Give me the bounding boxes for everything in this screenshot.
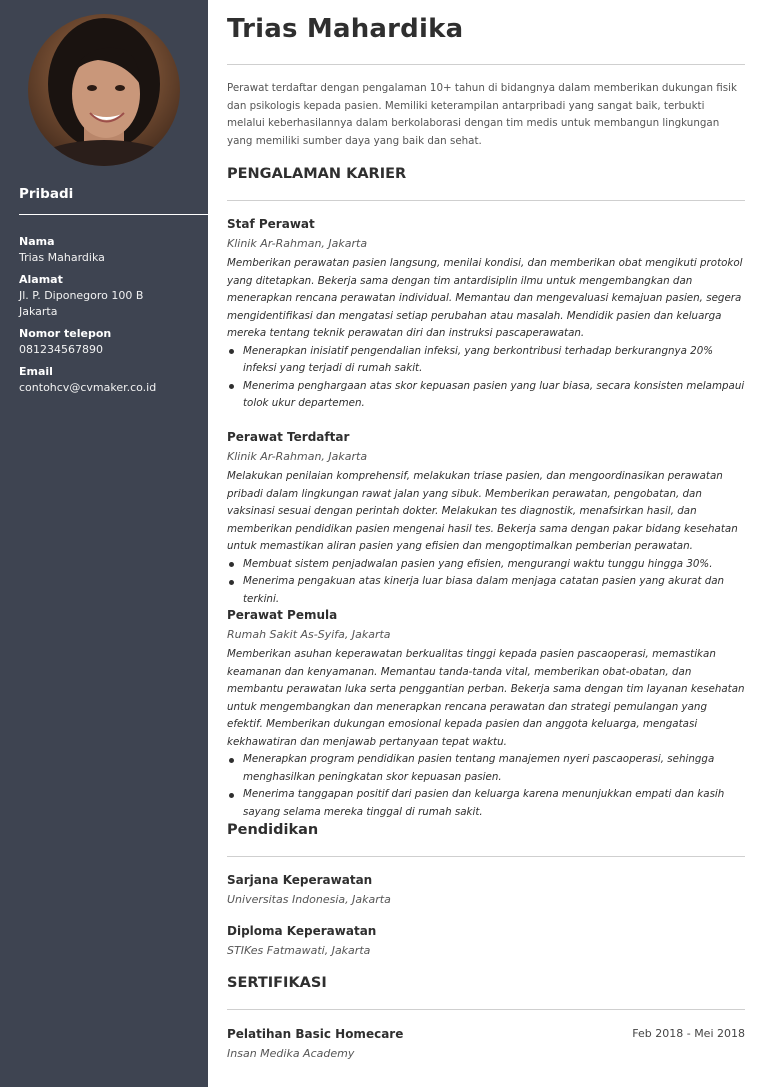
sidebar-divider [19,214,208,215]
experience-divider [227,200,745,201]
address-value: Jl. P. Diponegoro 100 B Jakarta [19,289,144,318]
job-place: Rumah Sakit As-Syifa, Jakarta [227,628,391,641]
certification-divider [227,1009,745,1010]
job-entry [227,428,745,608]
profile-photo [28,14,180,166]
education-entry [227,871,745,909]
degree-title: Sarjana Keperawatan [227,873,373,887]
certification-issuer: Insan Medika Academy [227,1047,355,1060]
job-achievements [227,343,745,413]
job-achievements [227,751,745,821]
degree-title: Diploma Keperawatan [227,924,377,938]
job-description: Memberikan perawatan pasien langsung, menilai kondisi, dan memberikan obat mengikuti protokol yang ditetapkan. Bekerja sama dengan tim antardisiplin ilmu untuk mengembangkan dan menerapkan rencana perawatan individual. Memantau dan mengevaluasi kemajuan pasien, segera mengidentifikasi dan mengatasi setiap perubahan atau masalah. Mendidik pasien dan keluarga mereka tentang teknik perawatan diri dan instruksi pascaperawatan. [227,257,743,339]
job-description: Memberikan asuhan keperawatan berkualitas tinggi kepada pasien pascaoperasi, memastikan keamanan dan kenyamanan. Memantau tanda-tanda vital, memberikan obat-obatan, dan membantu perawatan luka serta penggantian perban. Bekerja sama dengan tim layanan kesehatan untuk mengembangkan dan menerapkan rencana perawatan dan strategi pemulangan yang efektif. Memberikan dukungan emosional kepada pasien dan anggota keluarga, mengatasi kekhawatiran dan menjawab pertanyaan tepat waktu. [227,648,745,748]
achievement-item: Menerapkan program pendidikan pasien tentang manajemen nyeri pascaoperasi, sehingga menghasilkan peningkatan skor kepuasan pasien. [227,751,745,786]
achievement-item: Menerapkan inisiatif pengendalian infeksi, yang berkontribusi terhadap berkurangnya 20% infeksi yang terjadi di rumah sakit. [227,343,745,378]
school-name: STIKes Fatmawati, Jakarta [227,944,371,957]
certification-name: Pelatihan Basic Homecare [227,1027,404,1041]
address-label: Alamat [19,273,63,286]
phone-label: Nomor telepon [19,327,112,340]
email-label: Email [19,365,53,378]
education-entry [227,922,745,960]
achievement-item: Membuat sistem penjadwalan pasien yang efisien, mengurangi waktu tunggu hingga 30%. [227,556,745,574]
job-title: Perawat Terdaftar [227,430,350,444]
name-label: Nama [19,235,55,248]
sidebar [0,0,208,1087]
job-title: Staf Perawat [227,217,315,231]
job-entry [227,606,745,821]
name-value: Trias Mahardika [19,251,105,264]
sidebar-heading: Pribadi [19,186,74,202]
achievement-item: Menerima penghargaan atas skor kepuasan pasien yang luar biasa, secara konsisten melampaui tolok ukur departemen. [227,378,745,413]
email-value: contohcv@cvmaker.co.id [19,381,157,394]
achievement-item: Menerima tanggapan positif dari pasien dan keluarga karena menunjukkan empati dan kasih sayang selama mereka tinggal di rumah sakit. [227,786,745,821]
education-heading: Pendidikan [227,822,319,838]
title-divider [227,64,745,65]
education-divider [227,856,745,857]
job-place: Klinik Ar-Rahman, Jakarta [227,237,368,250]
personal-info [19,234,199,396]
portrait-image [28,14,180,166]
profile-summary: Perawat terdaftar dengan pengalaman 10+ tahun di bidangnya dalam memberikan dukungan fisik dan psikologis kepada pasien. Memiliki keterampilan antarpribadi yang sangat baik, terbukti melalui keberhasilannya dalam berkolaborasi dengan tim medis untuk membangun lingkungan yang memiliki sumber daya yang baik dan sehat. [227,82,737,147]
certification-entry [227,1025,745,1063]
page-title: Trias Mahardika [227,14,464,44]
job-description: Melakukan penilaian komprehensif, melakukan triase pasien, dan mengoordinasikan perawatan pribadi dalam lingkungan rawat jalan yang sibuk. Memberikan perawatan, pengobatan, dan vaksinasi sesuai dengan perintah dokter. Melakukan tes diagnostik, menafsirkan hasil, dan memberikan pendidikan pasien mengenai hasil tes. Bekerja sama dengan pakar bidang kesehatan untuk memastikan aliran pasien yang efisien dan mengoptimalkan pemberian perawatan. [227,470,738,552]
school-name: Universitas Indonesia, Jakarta [227,893,391,906]
experience-heading: PENGALAMAN KARIER [227,166,407,182]
phone-value: 081234567890 [19,343,103,356]
job-title: Perawat Pemula [227,608,338,622]
job-place: Klinik Ar-Rahman, Jakarta [227,450,368,463]
certification-heading: SERTIFIKASI [227,975,327,991]
achievement-item: Menerima pengakuan atas kinerja luar biasa dalam menjaga catatan pasien yang akurat dan terkini. [227,573,745,608]
job-achievements [227,556,745,609]
job-entry [227,215,745,413]
certification-date: Feb 2018 - Mei 2018 [632,1027,745,1040]
